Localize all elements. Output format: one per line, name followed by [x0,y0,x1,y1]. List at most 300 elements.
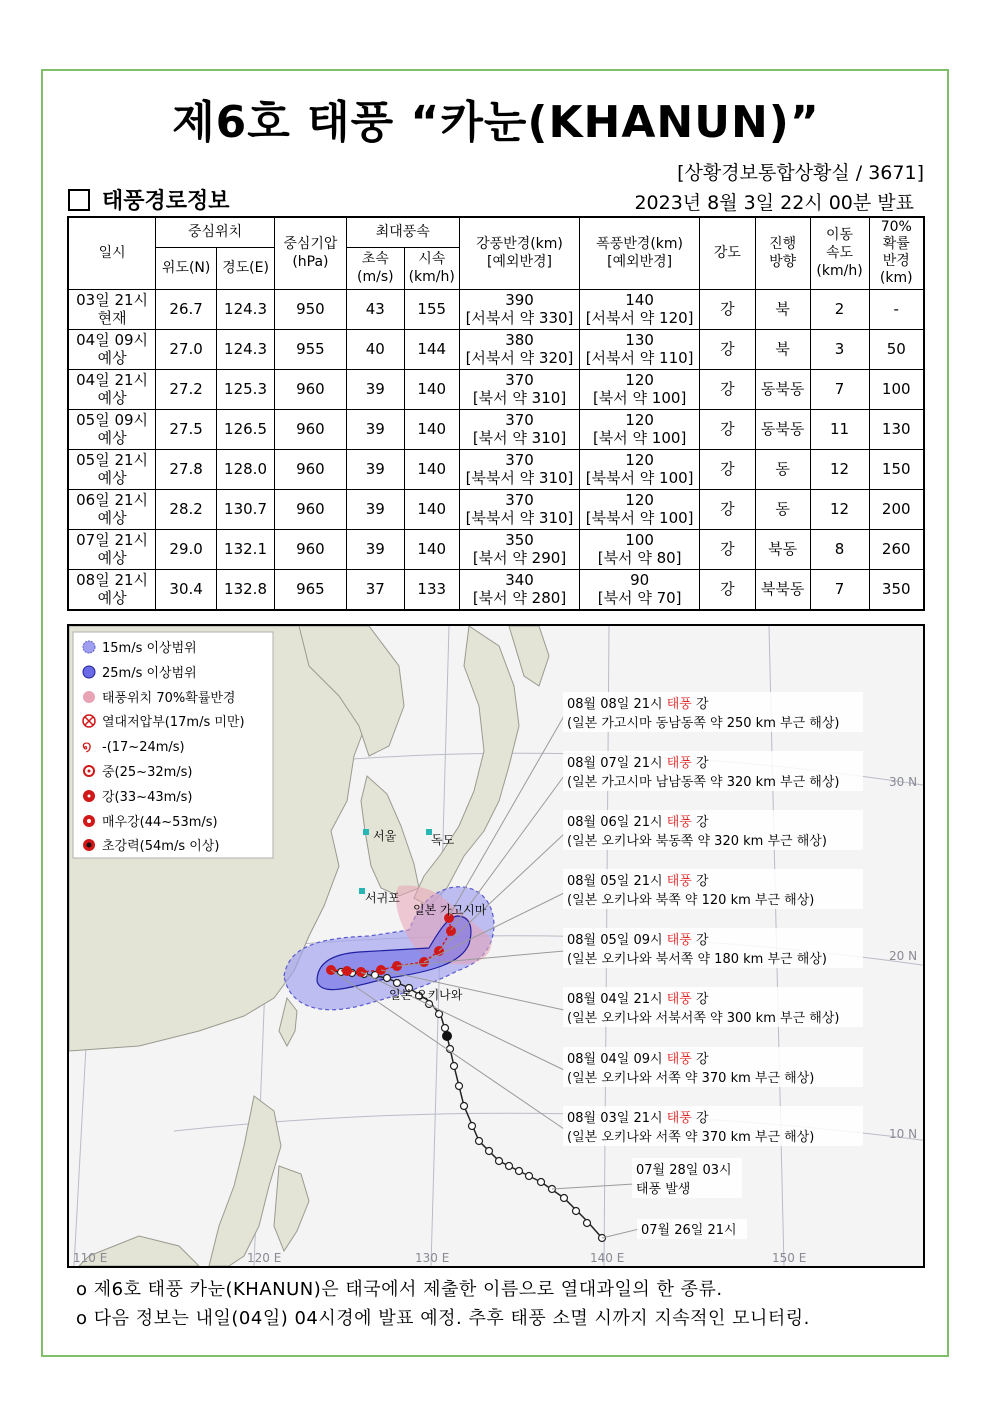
row-storm: 140 [625,291,654,309]
cell-pressure [275,489,347,529]
cell-lon [217,569,275,610]
row-direction: 북북동 [760,580,805,598]
cell-strong-radius [459,529,580,569]
row-speed: 12 [829,460,850,478]
row-strong-ex: [북북서 약 310] [465,509,574,527]
row-time: 05일 09시 [76,411,149,429]
cell-intensity [699,449,755,489]
note-2: o 다음 정보는 내일(04일) 04시경에 발표 예정. 추후 태풍 소멸 시까지 지속적인 모니터링. [76,1308,810,1329]
legend-prob: 태풍위치 70%확률반경 [102,691,236,706]
callout-3-line1: 08월 06일 21시 태풍 강 [567,815,709,830]
place-seogwipo: 서귀포 [365,891,400,905]
cell-ms [346,369,404,409]
cell-direction [755,289,810,329]
cell-speed [810,569,869,610]
cell-lon [217,489,275,529]
checkbox-icon [68,189,90,211]
row-pressure: 955 [296,340,325,358]
row-strong: 390 [505,291,534,309]
map-legend [73,632,273,858]
row-direction: 동 [775,500,790,518]
row-strong: 380 [505,331,534,349]
cell-strong-radius [459,289,580,329]
cell-pressure [275,329,347,369]
cell-lat [156,369,217,409]
row-speed: 7 [834,380,845,398]
row-status: 예상 [97,389,127,407]
row-strong-ex: [북서 약 310] [472,429,567,447]
cell-ms [346,489,404,529]
cell-time [68,289,156,329]
cell-direction [755,529,810,569]
callout-2-line1: 08월 07일 21시 태풍 강 [567,756,709,771]
cell-lon [217,409,275,449]
row-strong-ex: [서북서 약 330] [465,309,574,327]
header-pressure: 중심기압 (hPa) [275,217,347,289]
row-ms: 39 [365,500,385,518]
peak-intensity-point [442,1031,452,1041]
cell-lon [217,529,275,569]
row-kmh: 140 [417,540,447,558]
row-pressure: 960 [296,540,325,558]
row-lon: 132.1 [224,540,267,558]
header-maxwind: 최대풍속 [346,217,459,247]
table-row [68,369,924,409]
row-strong-ex: [북서 약 310] [472,389,567,407]
header-intensity: 강도 [699,217,755,289]
cell-kmh [404,409,459,449]
header-strong-radius: 강풍반경(km) [예외반경] [459,217,580,289]
row-pressure: 960 [296,380,325,398]
cell-speed [810,449,869,489]
row-status: 예상 [97,469,127,487]
row-strong-ex: [북서 약 280] [472,589,567,607]
row-time: 03일 21시 [76,291,149,309]
row-time: 04일 09시 [76,331,149,349]
cell-lat [156,529,217,569]
cell-lat [156,449,217,489]
row-kmh: 144 [417,340,447,358]
row-speed: 3 [834,340,845,358]
row-storm-ex: [북서 약 80] [597,549,682,567]
cell-time [68,449,156,489]
callout-1-line2: (일본 가고시마 동남동쪽 약 250 km 부근 해상) [567,716,840,731]
row-status: 예상 [97,429,127,447]
row-speed: 7 [834,580,845,598]
cell-prob [869,569,924,610]
cell-pressure [275,449,347,489]
row-lon: 124.3 [224,300,267,318]
callout-5-line2: (일본 오키나와 북서쪽 약 180 km 부근 해상) [567,952,827,967]
row-pressure: 965 [296,580,325,598]
issued-time: 2023년 8월 3일 22시 00분 발표 [634,192,914,214]
row-lon: 132.8 [224,580,267,598]
cell-lat [156,489,217,529]
section-header [68,184,230,215]
legend-td: 열대저압부(17m/s 미만) [102,715,245,730]
row-time: 08일 21시 [76,571,149,589]
cell-ms [346,329,404,369]
cell-direction [755,409,810,449]
place-okinawa: 일본 오키나와 [389,988,463,1002]
table-row [68,529,924,569]
cell-prob [869,409,924,449]
callout-4-line2: (일본 오키나와 북쪽 약 120 km 부근 해상) [567,893,815,908]
row-lat: 27.8 [169,460,203,478]
row-time: 07일 21시 [76,531,149,549]
row-ms: 37 [365,580,385,598]
header-speed: 이동 속도 (km/h) [810,217,869,289]
row-storm-ex: [북서 약 100] [592,389,687,407]
cell-prob [869,489,924,529]
cell-kmh [404,569,459,610]
row-speed: 2 [834,300,845,318]
row-prob: 150 [881,460,911,478]
row-ms: 43 [365,300,385,318]
row-strong: 370 [505,491,534,509]
cell-direction [755,449,810,489]
row-ms: 39 [365,380,385,398]
row-direction: 동북동 [760,380,805,398]
row-pressure: 960 [296,460,325,478]
cell-lat [156,289,217,329]
cell-strong-radius [459,569,580,610]
start-label: 07월 26일 21시 [641,1223,737,1238]
row-storm-ex: [북북서 약 100] [585,509,694,527]
row-strong: 340 [505,571,534,589]
header-time: 일시 [68,217,156,289]
cell-kmh [404,449,459,489]
row-storm: 130 [625,331,654,349]
cell-storm-radius [580,289,700,329]
row-ms: 39 [365,540,385,558]
notes [76,1275,810,1333]
cell-speed [810,489,869,529]
row-kmh: 140 [417,460,447,478]
header-kmh: 시속 (km/h) [404,247,459,289]
cell-ms [346,569,404,610]
row-lat: 27.5 [169,420,203,438]
cell-strong-radius [459,369,580,409]
cell-time [68,489,156,529]
cell-lon [217,329,275,369]
row-speed: 8 [834,540,845,558]
row-strong: 370 [505,451,534,469]
seoul-marker [363,829,369,835]
cell-time [68,329,156,369]
row-intensity: 강 [720,500,735,518]
header-storm-radius: 폭풍반경(km) [예외반경] [580,217,700,289]
callout-7-line1: 08월 04일 09시 태풍 강 [567,1052,709,1067]
lon-label-120: 120 E [247,1251,282,1265]
cell-ms [346,449,404,489]
row-intensity: 강 [720,420,735,438]
callout-1-line1: 08월 08일 21시 태풍 강 [567,697,709,712]
row-lon: 125.3 [224,380,267,398]
cell-ms [346,409,404,449]
place-kagoshima: 일본 가고시마 [413,903,487,917]
cell-ms [346,289,404,329]
row-prob: 130 [881,420,911,438]
row-prob: 200 [881,500,911,518]
cell-speed [810,529,869,569]
note-1: o 제6호 태풍 카눈(KHANUN)은 태국에서 제출한 이름으로 열대과일의 한 종류. [76,1279,723,1300]
callout-5-line1: 08월 05일 09시 태풍 강 [567,933,709,948]
row-intensity: 강 [720,460,735,478]
legend-super: 초강력(54m/s 이상) [102,839,220,854]
cell-prob [869,329,924,369]
legend-strong: 강(33~43m/s) [102,790,193,805]
lon-label-130: 130 E [415,1251,450,1265]
cell-kmh [404,289,459,329]
cell-intensity [699,289,755,329]
row-lon: 126.5 [224,420,267,438]
row-ms: 39 [365,460,385,478]
cell-direction [755,489,810,529]
cell-lon [217,289,275,329]
cell-kmh [404,489,459,529]
track-table [67,216,925,611]
cell-prob [869,449,924,489]
row-time: 04일 21시 [76,371,149,389]
place-dokdo: 독도 [431,833,455,847]
row-speed: 12 [829,500,850,518]
row-kmh: 155 [417,300,447,318]
callout-8-line1: 08월 03일 21시 태풍 강 [567,1111,709,1126]
row-strong: 350 [505,531,534,549]
cell-intensity [699,409,755,449]
row-time: 06일 21시 [76,491,149,509]
callout-7-line2: (일본 오키나와 서쪽 약 370 km 부근 해상) [567,1071,815,1086]
legend-25ms-icon [83,666,95,678]
cell-strong-radius [459,409,580,449]
legend-prob-icon [83,691,95,703]
cell-ms [346,529,404,569]
row-lat: 26.7 [169,300,203,318]
lat-label-20: 20 N [889,949,918,963]
row-prob: - [893,300,899,318]
row-direction: 북 [775,340,790,358]
row-direction: 북동 [768,540,798,558]
office-label: [상황경보통합상황실 / 3671] [677,162,924,184]
row-storm: 90 [630,571,650,589]
lat-label-10: 10 N [889,1127,918,1141]
table-row [68,289,924,329]
cell-kmh [404,369,459,409]
row-lon: 124.3 [224,340,267,358]
row-strong: 370 [505,371,534,389]
cell-strong-radius [459,489,580,529]
row-ms: 39 [365,420,385,438]
row-storm-ex: [서북서 약 110] [585,349,694,367]
row-status: 예상 [97,589,127,607]
cell-intensity [699,489,755,529]
row-lat: 28.2 [169,500,203,518]
legend-strong-icon [83,790,95,802]
cell-storm-radius [580,489,700,529]
row-pressure: 950 [296,300,325,318]
cell-time [68,369,156,409]
cell-strong-radius [459,329,580,369]
cell-storm-radius [580,569,700,610]
row-ms: 40 [365,340,385,358]
row-strong-ex: [북서 약 290] [472,549,567,567]
legend-25ms: 25m/s 이상범위 [102,666,197,681]
cell-lon [217,369,275,409]
row-time: 05일 21시 [76,451,149,469]
row-status: 현재 [97,309,127,327]
place-seoul: 서울 [373,829,397,843]
row-pressure: 960 [296,420,325,438]
cell-intensity [699,569,755,610]
row-storm-ex: [북북서 약 100] [585,469,694,487]
legend-verystrong-icon [83,815,95,827]
legend-verystrong: 매우강(44~53m/s) [102,815,218,830]
row-direction: 북 [775,300,790,318]
cell-direction [755,569,810,610]
cell-direction [755,329,810,369]
cell-prob [869,289,924,329]
legend-weak: -(17~24m/s) [102,740,185,755]
cell-kmh [404,529,459,569]
header-prob: 70% 확률 반경 (km) [869,217,924,289]
row-prob: 350 [881,580,911,598]
row-kmh: 140 [417,380,447,398]
header-direction: 진행 방향 [755,217,810,289]
cell-speed [810,289,869,329]
row-lon: 130.7 [224,500,267,518]
map-svg [69,626,923,1266]
cell-pressure [275,409,347,449]
cell-speed [810,329,869,369]
cell-lat [156,569,217,610]
row-intensity: 강 [720,300,735,318]
row-prob: 260 [881,540,911,558]
row-intensity: 강 [720,380,735,398]
row-prob: 100 [881,380,911,398]
row-lat: 29.0 [169,540,203,558]
cell-pressure [275,369,347,409]
row-storm: 100 [625,531,654,549]
row-speed: 11 [829,420,850,438]
row-storm: 120 [625,371,654,389]
cell-intensity [699,329,755,369]
cell-pressure [275,569,347,610]
row-status: 예상 [97,349,127,367]
header-lat: 위도(N) [156,247,217,289]
row-storm: 120 [625,451,654,469]
callout-3-line2: (일본 오키나와 북동쪽 약 320 km 부근 해상) [567,834,827,849]
table-row [68,329,924,369]
lon-label-110: 110 E [73,1251,108,1265]
header-lon: 경도(E) [217,247,275,289]
callout-6-line1: 08월 04일 21시 태풍 강 [567,992,709,1007]
row-status: 예상 [97,549,127,567]
legend-15ms: 15m/s 이상범위 [102,641,197,656]
legend-weak-icon: ໑ [82,737,92,755]
cell-direction [755,369,810,409]
cell-lat [156,409,217,449]
cell-kmh [404,329,459,369]
row-storm-ex: [서북서 약 120] [585,309,694,327]
row-storm-ex: [북서 약 70] [597,589,682,607]
cell-lon [217,449,275,489]
row-kmh: 140 [417,500,447,518]
cell-time [68,409,156,449]
row-strong: 370 [505,411,534,429]
row-storm-ex: [북서 약 100] [592,429,687,447]
table-row [68,409,924,449]
lon-label-140: 140 E [590,1251,625,1265]
table-row [68,569,924,610]
cell-prob [869,369,924,409]
cell-lat [156,329,217,369]
section-title: 태풍경로정보 [102,189,230,214]
row-storm: 120 [625,411,654,429]
lon-label-150: 150 E [772,1251,807,1265]
cell-prob [869,529,924,569]
cell-speed [810,409,869,449]
cell-time [68,529,156,569]
cell-pressure [275,289,347,329]
cell-storm-radius [580,369,700,409]
cell-storm-radius [580,409,700,449]
row-status: 예상 [97,509,127,527]
legend-td-icon [83,715,95,727]
header-ms: 초속 (m/s) [346,247,404,289]
cell-time [68,569,156,610]
cell-strong-radius [459,449,580,489]
cell-intensity [699,529,755,569]
page-title: 제6호 태풍 “카눈(KHANUN)” [172,97,820,148]
row-lat: 27.0 [169,340,203,358]
legend-super-icon [83,839,95,851]
genesis-date: 07월 28일 03시 [636,1163,732,1178]
table-row [68,489,924,529]
genesis-label: 태풍 발생 [636,1182,691,1197]
row-pressure: 960 [296,500,325,518]
cell-speed [810,369,869,409]
row-intensity: 강 [720,580,735,598]
header-center: 중심위치 [156,217,275,247]
cell-storm-radius [580,449,700,489]
legend-medium: 중(25~32m/s) [102,765,193,780]
row-direction: 동북동 [760,420,805,438]
row-strong-ex: [북북서 약 310] [465,469,574,487]
table-row [68,449,924,489]
callout-6-line2: (일본 오키나와 서북서쪽 약 300 km 부근 해상) [567,1011,840,1026]
callout-8-line2: (일본 오키나와 서쪽 약 370 km 부근 해상) [567,1130,815,1145]
row-storm: 120 [625,491,654,509]
row-lon: 128.0 [224,460,267,478]
cell-pressure [275,529,347,569]
cell-storm-radius [580,529,700,569]
row-intensity: 강 [720,540,735,558]
callout-2-line2: (일본 가고시마 남남동쪽 약 320 km 부근 해상) [567,775,840,790]
cell-intensity [699,369,755,409]
legend-15ms-icon [83,641,95,653]
row-lat: 30.4 [169,580,203,598]
row-kmh: 133 [417,580,447,598]
row-strong-ex: [서북서 약 320] [465,349,574,367]
row-lat: 27.2 [169,380,203,398]
lat-label-30: 30 N [889,775,918,789]
cell-storm-radius [580,329,700,369]
row-intensity: 강 [720,340,735,358]
row-direction: 동 [775,460,790,478]
row-prob: 50 [886,340,906,358]
callout-4-line1: 08월 05일 21시 태풍 강 [567,874,709,889]
